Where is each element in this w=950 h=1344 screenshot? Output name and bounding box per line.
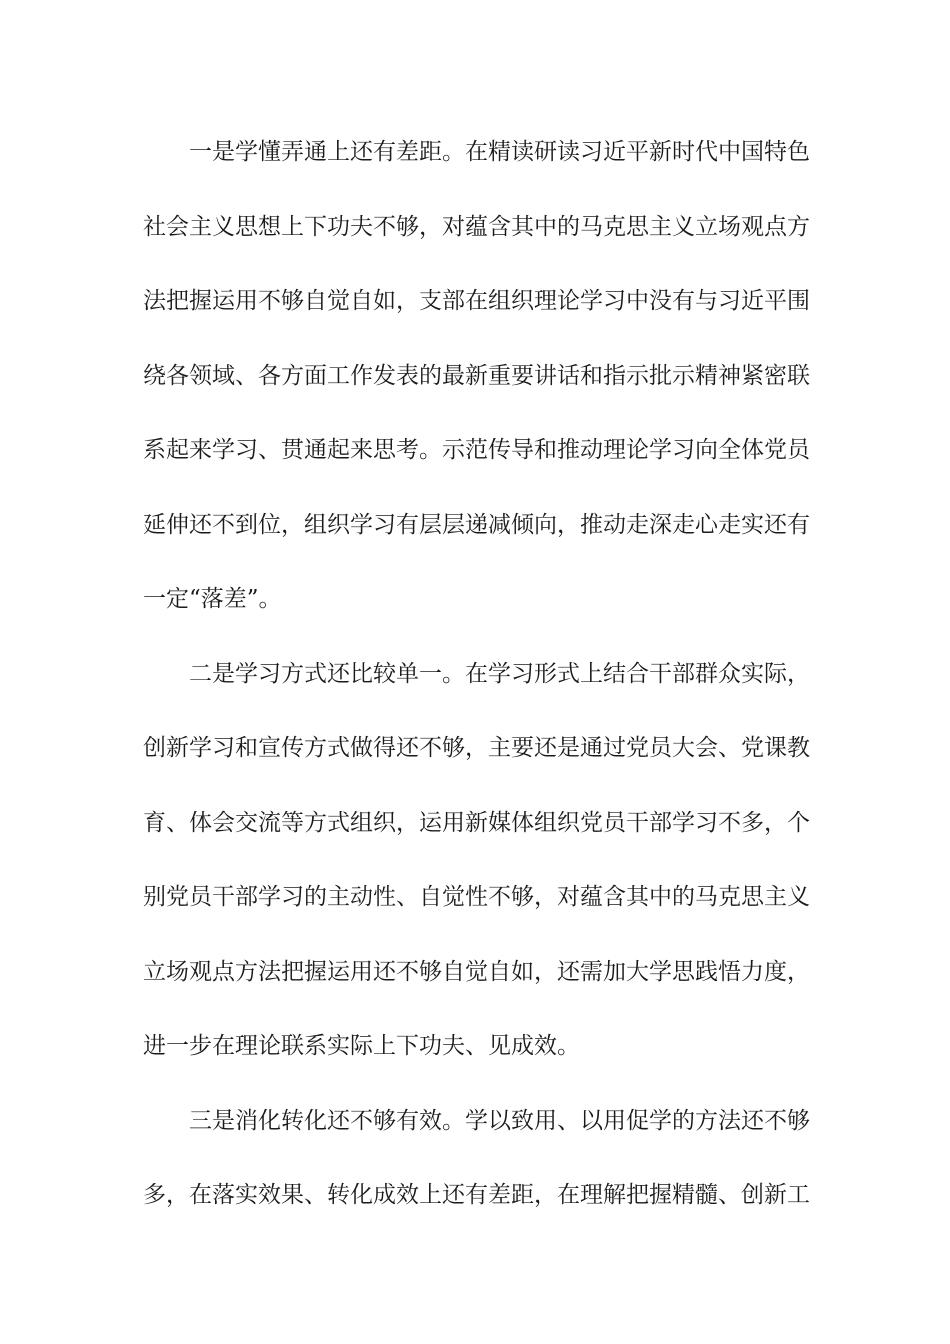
paragraph-line: 延伸还不到位，组织学习有层层递减倾向，推动走深走心走实还有 [143, 511, 810, 538]
paragraph-line: 绕各领域、各方面工作发表的最新重要讲话和指示批示精神紧密联 [143, 362, 810, 389]
document-body [143, 123, 810, 1241]
paragraph-line: 别党员干部学习的主动性、自觉性不够，对蕴含其中的马克思主义 [143, 884, 810, 910]
paragraph-line: 法把握运用不够自觉自如，支部在组织理论学习中没有与习近平围 [143, 288, 810, 314]
paragraph-3 [143, 1092, 810, 1241]
paragraph-line: 多，在落实效果、转化成效上还有差距，在理解把握精髓、创新工 [143, 1182, 810, 1208]
paragraph-line: 进一步在理论联系实际上下功夫、见成效。 [143, 1033, 580, 1059]
paragraph-line: 一定“落差”。 [143, 586, 282, 612]
paragraph-line: 社会主义思想上下功夫不够，对蕴含其中的马克思主义立场观点方 [143, 213, 810, 240]
paragraph-line: 三是消化转化还不够有效。学以致用、以用促学的方法还不够 [189, 1107, 810, 1134]
paragraph-1 [143, 123, 810, 645]
paragraph-line: 二是学习方式还比较单一。在学习形式上结合干部群众实际， [189, 660, 810, 687]
paragraph-2 [143, 645, 810, 1092]
paragraph-line: 育、体会交流等方式组织，运用新媒体组织党员干部学习不多，个 [143, 809, 810, 836]
paragraph-line: 一是学懂弄通上还有差距。在精读研读习近平新时代中国特色 [189, 139, 810, 165]
paragraph-line: 立场观点方法把握运用还不够自觉自如，还需加大学思践悟力度， [143, 958, 810, 985]
paragraph-line: 创新学习和宣传方式做得还不够，主要还是通过党员大会、党课教 [143, 735, 810, 761]
paragraph-line: 系起来学习、贯通起来思考。示范传导和推动理论学习向全体党员 [143, 437, 810, 463]
